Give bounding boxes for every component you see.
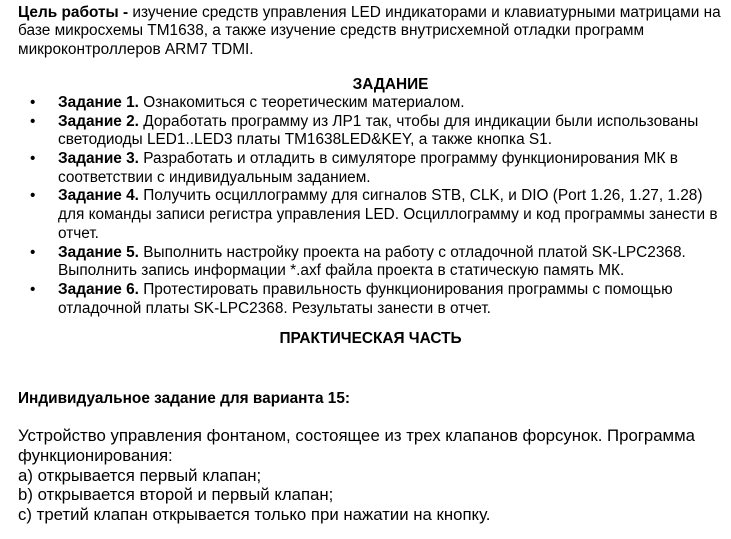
task-heading: ЗАДАНИЕ (352, 75, 429, 93)
bullet-icon: • (30, 187, 36, 205)
task-item-5 (18, 244, 723, 281)
task-label: Задание 4. (58, 187, 139, 205)
practice-heading: ПРАКТИЧЕСКАЯ ЧАСТЬ (279, 330, 462, 348)
device-item-a: a) открывается первый клапан; (18, 465, 262, 485)
task-item-2 (18, 113, 723, 150)
task-label: Задание 5. (58, 243, 139, 261)
device-item-b: b) открывается второй и первый клапан; (18, 485, 334, 505)
document-page (18, 4, 723, 524)
task-text: Выполнить настройку проекта на работу с отладочной платой SK-LPC2368. Выполнить запись информации *.axf файла проекта в статическую память МК. (58, 243, 686, 280)
task-label: Задание 2. (58, 112, 139, 130)
task-text: Разработать и отладить в симуляторе программу функционирования МК в соответствии с индивидуальным заданием. (58, 150, 678, 186)
bullet-icon: • (30, 112, 36, 130)
variant-title: Индивидуальное задание для варианта 15: (18, 390, 351, 408)
task-label: Задание 1. (58, 93, 139, 111)
device-description (18, 426, 723, 524)
task-label: Задание 3. (58, 150, 139, 167)
bullet-icon: • (30, 280, 36, 298)
goal-text: изучение средств управления LED индикаторами и клавиатурными матрицами на базе микросхемы TM1638, а также изучение средств внутрисхемной отладки программ микроконтроллеров ARM7 TDMI. (18, 4, 721, 58)
device-item-c: c) третий клапан открывается только при нажатии на кнопку. (18, 504, 491, 524)
bullet-icon: • (30, 150, 36, 167)
task-item-4 (18, 187, 723, 243)
task-text: Ознакомиться с теоретическим материалом. (138, 93, 465, 111)
task-text: Доработать программу из ЛР1 так, чтобы для индикации были использованы светодиоды LED1..LED3 платы TM1638LED&KEY, а также кнопка S1. (58, 112, 699, 149)
goal-paragraph (18, 4, 723, 59)
device-intro: Устройство управления фонтаном, состоящее из трех клапанов форсунок. Программа функционирования: (18, 426, 695, 465)
task-item-3 (18, 150, 723, 187)
task-text: Получить осциллограмму для сигналов STB, CLK, и DIO (Port 1.26, 1.27, 1.28) для команды записи регистра управления LED. Осциллограмму и код программы занести в отчет. (58, 187, 718, 242)
task-list (18, 94, 723, 318)
task-item-1 (18, 94, 723, 113)
bullet-icon: • (30, 93, 36, 111)
goal-label: Цель работы - (18, 4, 129, 21)
task-label: Задание 6. (58, 280, 139, 298)
bullet-icon: • (30, 243, 36, 261)
task-text: Протестировать правильность функционирования программы с помощью отладочной платы SK-LPC2368. Результаты занести в отчет. (58, 280, 673, 317)
task-item-6 (18, 281, 723, 318)
